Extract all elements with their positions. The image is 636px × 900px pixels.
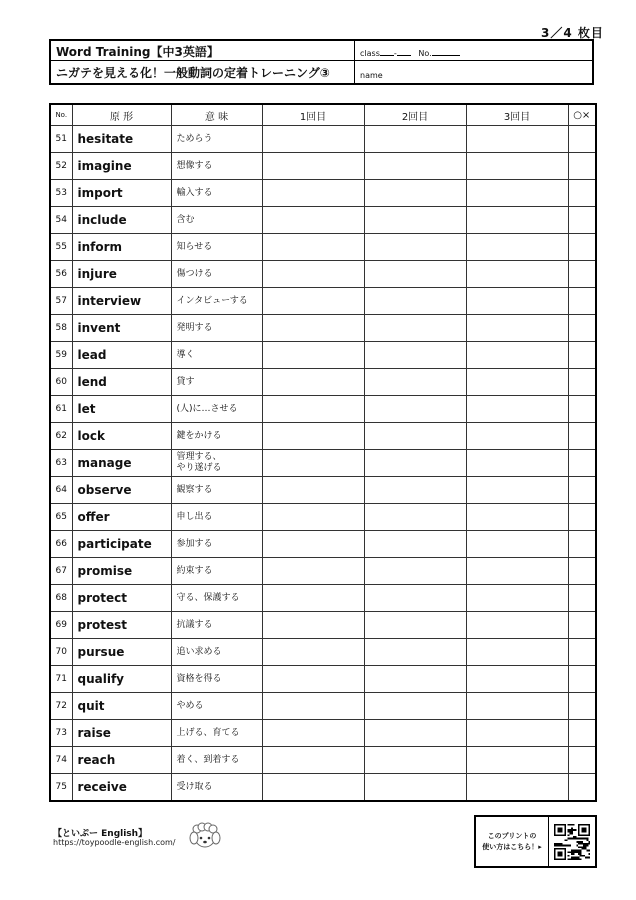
answer-cell-try-2[interactable] [364,342,466,369]
base-form-word: protest [72,612,171,639]
answer-cell-try-1[interactable] [262,396,364,423]
poodle-mascot-icon [188,822,222,852]
table-row [50,531,596,558]
table-row [50,261,596,288]
row-number: 53 [50,180,72,207]
worksheet-subtitle: ニガテを見える化！一般動詞の定着トレーニング③ [56,66,330,80]
answer-cell-try-2[interactable] [364,153,466,180]
check-cell[interactable] [568,504,596,531]
word-meaning: 上げる、育てる [171,720,262,747]
table-row [50,774,596,802]
header-try-2: 2回目 [364,104,466,126]
answer-cell-try-1[interactable] [262,126,364,153]
word-meaning: 観察する [171,477,262,504]
answer-cell-try-1[interactable] [262,450,364,477]
answer-cell-try-2[interactable] [364,477,466,504]
answer-cell-try-2[interactable] [364,423,466,450]
base-form-word: receive [72,774,171,802]
check-cell[interactable] [568,774,596,802]
word-meaning: 含む [171,207,262,234]
answer-cell-try-3[interactable] [466,261,568,288]
check-cell[interactable] [568,666,596,693]
word-meaning: 守る、保護する [171,585,262,612]
answer-cell-try-2[interactable] [364,288,466,315]
answer-cell-try-3[interactable] [466,747,568,774]
base-form-word: manage [72,450,171,477]
base-form-word: lock [72,423,171,450]
base-form-word: include [72,207,171,234]
check-cell[interactable] [568,207,596,234]
check-cell[interactable] [568,531,596,558]
row-number: 74 [50,747,72,774]
base-form-word: imagine [72,153,171,180]
word-meaning: 知らせる [171,234,262,261]
row-number: 72 [50,693,72,720]
word-meaning: 抗議する [171,612,262,639]
row-number: 56 [50,261,72,288]
table-row [50,450,596,477]
student-info-block [355,41,592,83]
table-row [50,342,596,369]
answer-cell-try-1[interactable] [262,720,364,747]
base-form-word: lend [72,369,171,396]
word-meaning: 傷つける [171,261,262,288]
answer-cell-try-3[interactable] [466,531,568,558]
answer-cell-try-2[interactable] [364,234,466,261]
header-check: ○× [568,104,596,126]
table-row [50,234,596,261]
row-number: 54 [50,207,72,234]
check-cell[interactable] [568,288,596,315]
answer-cell-try-1[interactable] [262,153,364,180]
word-meaning: 導く [171,342,262,369]
row-number: 52 [50,153,72,180]
answer-cell-try-3[interactable] [466,153,568,180]
check-cell[interactable] [568,234,596,261]
footer-brand: 【といぷー English】 [53,829,148,839]
check-cell[interactable] [568,720,596,747]
base-form-word: import [72,180,171,207]
base-form-word: participate [72,531,171,558]
answer-cell-try-1[interactable] [262,639,364,666]
word-meaning: 着く、到着する [171,747,262,774]
base-form-word: raise [72,720,171,747]
answer-cell-try-3[interactable] [466,342,568,369]
word-meaning: 約束する [171,558,262,585]
answer-cell-try-3[interactable] [466,450,568,477]
word-meaning: インタビューする [171,288,262,315]
base-form-word: invent [72,315,171,342]
name-label: name [360,71,383,80]
answer-cell-try-1[interactable] [262,342,364,369]
answer-cell-try-3[interactable] [466,126,568,153]
answer-cell-try-3[interactable] [466,504,568,531]
word-meaning: (人)に…させる [171,396,262,423]
word-meaning: 鍵をかける [171,423,262,450]
table-row [50,612,596,639]
check-cell[interactable] [568,369,596,396]
answer-cell-try-1[interactable] [262,288,364,315]
answer-cell-try-1[interactable] [262,504,364,531]
table-row [50,369,596,396]
row-number: 59 [50,342,72,369]
word-meaning: 管理する、 やり遂げる [171,450,262,477]
answer-cell-try-3[interactable] [466,666,568,693]
answer-cell-try-1[interactable] [262,369,364,396]
answer-cell-try-1[interactable] [262,477,364,504]
base-form-word: inform [72,234,171,261]
table-row [50,585,596,612]
check-cell[interactable] [568,342,596,369]
answer-cell-try-1[interactable] [262,747,364,774]
word-meaning: ためらう [171,126,262,153]
row-number: 68 [50,585,72,612]
table-row [50,153,596,180]
word-meaning: 貸す [171,369,262,396]
answer-cell-try-1[interactable] [262,585,364,612]
row-number: 69 [50,612,72,639]
answer-cell-try-3[interactable] [466,693,568,720]
answer-cell-try-2[interactable] [364,504,466,531]
word-meaning: 申し出る [171,504,262,531]
answer-cell-try-3[interactable] [466,396,568,423]
page-number: 3／4 枚目 [541,26,604,40]
table-row [50,720,596,747]
answer-cell-try-1[interactable] [262,180,364,207]
answer-cell-try-1[interactable] [262,774,364,802]
name-field[interactable] [355,61,592,83]
answer-cell-try-2[interactable] [364,207,466,234]
answer-cell-try-3[interactable] [466,639,568,666]
answer-cell-try-2[interactable] [364,747,466,774]
answer-cell-try-3[interactable] [466,720,568,747]
table-row [50,747,596,774]
row-number: 60 [50,369,72,396]
word-meaning: 受け取る [171,774,262,802]
header-try-3: 3回目 [466,104,568,126]
answer-cell-try-2[interactable] [364,720,466,747]
number-label: No. [418,49,432,58]
base-form-word: lead [72,342,171,369]
word-meaning: 追い求める [171,639,262,666]
answer-cell-try-2[interactable] [364,693,466,720]
base-form-word: promise [72,558,171,585]
answer-cell-try-2[interactable] [364,612,466,639]
answer-cell-try-3[interactable] [466,585,568,612]
answer-cell-try-1[interactable] [262,612,364,639]
base-form-word: observe [72,477,171,504]
answer-cell-try-2[interactable] [364,126,466,153]
class-separator: - [393,49,397,58]
answer-cell-try-3[interactable] [466,369,568,396]
word-meaning: やめる [171,693,262,720]
word-meaning: 参加する [171,531,262,558]
answer-cell-try-3[interactable] [466,774,568,802]
answer-cell-try-3[interactable] [466,423,568,450]
check-cell[interactable] [568,558,596,585]
word-meaning: 想像する [171,153,262,180]
answer-cell-try-2[interactable] [364,531,466,558]
check-cell[interactable] [568,315,596,342]
how-to-use-text: このプリントの 使い方はこちら！▸ [482,832,542,851]
answer-cell-try-3[interactable] [466,234,568,261]
answer-cell-try-1[interactable] [262,315,364,342]
check-cell[interactable] [568,153,596,180]
answer-cell-try-2[interactable] [364,315,466,342]
answer-cell-try-1[interactable] [262,423,364,450]
row-number: 66 [50,531,72,558]
answer-cell-try-1[interactable] [262,693,364,720]
table-row [50,396,596,423]
answer-cell-try-3[interactable] [466,315,568,342]
answer-cell-try-2[interactable] [364,180,466,207]
row-number: 64 [50,477,72,504]
class-number-field[interactable] [355,41,592,61]
answer-cell-try-1[interactable] [262,234,364,261]
check-cell[interactable] [568,747,596,774]
how-to-use-box[interactable] [474,815,597,868]
answer-cell-try-1[interactable] [262,531,364,558]
answer-cell-try-2[interactable] [364,774,466,802]
base-form-word: reach [72,747,171,774]
row-number: 65 [50,504,72,531]
row-number: 51 [50,126,72,153]
class-label: class [360,49,380,58]
answer-cell-try-3[interactable] [466,288,568,315]
header-no: No. [50,104,72,126]
check-cell[interactable] [568,450,596,477]
table-row [50,288,596,315]
answer-cell-try-2[interactable] [364,261,466,288]
check-cell[interactable] [568,180,596,207]
answer-cell-try-3[interactable] [466,558,568,585]
check-cell[interactable] [568,612,596,639]
header-base-form: 原 形 [72,104,171,126]
check-cell[interactable] [568,261,596,288]
answer-cell-try-2[interactable] [364,369,466,396]
answer-cell-try-1[interactable] [262,207,364,234]
answer-cell-try-3[interactable] [466,477,568,504]
row-number: 57 [50,288,72,315]
answer-cell-try-2[interactable] [364,666,466,693]
table-row [50,315,596,342]
header-try-1: 1回目 [262,104,364,126]
answer-cell-try-3[interactable] [466,180,568,207]
qr-code-icon[interactable] [548,817,595,866]
base-form-word: qualify [72,666,171,693]
answer-cell-try-1[interactable] [262,558,364,585]
footer-url-link[interactable]: https://toypoodle-english.com/ [53,838,176,847]
header-title-block [51,41,355,83]
table-row [50,207,596,234]
row-number: 75 [50,774,72,802]
check-cell[interactable] [568,477,596,504]
worksheet-header [49,39,594,85]
table-row [50,558,596,585]
row-number: 73 [50,720,72,747]
base-form-word: protect [72,585,171,612]
base-form-word: offer [72,504,171,531]
word-meaning: 資格を得る [171,666,262,693]
check-cell[interactable] [568,423,596,450]
table-row [50,504,596,531]
row-number: 71 [50,666,72,693]
answer-cell-try-1[interactable] [262,261,364,288]
check-cell[interactable] [568,396,596,423]
row-number: 61 [50,396,72,423]
base-form-word: interview [72,288,171,315]
check-cell[interactable] [568,126,596,153]
word-meaning: 発明する [171,315,262,342]
answer-cell-try-2[interactable] [364,585,466,612]
table-row [50,666,596,693]
row-number: 70 [50,639,72,666]
worksheet-title: Word Training【中3英語】 [51,41,354,61]
table-row [50,180,596,207]
row-number: 62 [50,423,72,450]
answer-cell-try-2[interactable] [364,396,466,423]
table-row [50,477,596,504]
table-row [50,639,596,666]
word-training-table [49,103,597,802]
check-cell[interactable] [568,639,596,666]
table-header-row [50,104,596,126]
table-row [50,693,596,720]
base-form-word: let [72,396,171,423]
table-row [50,423,596,450]
answer-cell-try-1[interactable] [262,666,364,693]
row-number: 67 [50,558,72,585]
row-number: 63 [50,450,72,477]
check-cell[interactable] [568,693,596,720]
row-number: 55 [50,234,72,261]
base-form-word: injure [72,261,171,288]
table-row [50,126,596,153]
check-cell[interactable] [568,585,596,612]
header-meaning: 意 味 [171,104,262,126]
base-form-word: hesitate [72,126,171,153]
answer-cell-try-2[interactable] [364,639,466,666]
answer-cell-try-2[interactable] [364,450,466,477]
base-form-word: pursue [72,639,171,666]
answer-cell-try-3[interactable] [466,207,568,234]
answer-cell-try-2[interactable] [364,558,466,585]
row-number: 58 [50,315,72,342]
base-form-word: quit [72,693,171,720]
word-meaning: 輸入する [171,180,262,207]
answer-cell-try-3[interactable] [466,612,568,639]
